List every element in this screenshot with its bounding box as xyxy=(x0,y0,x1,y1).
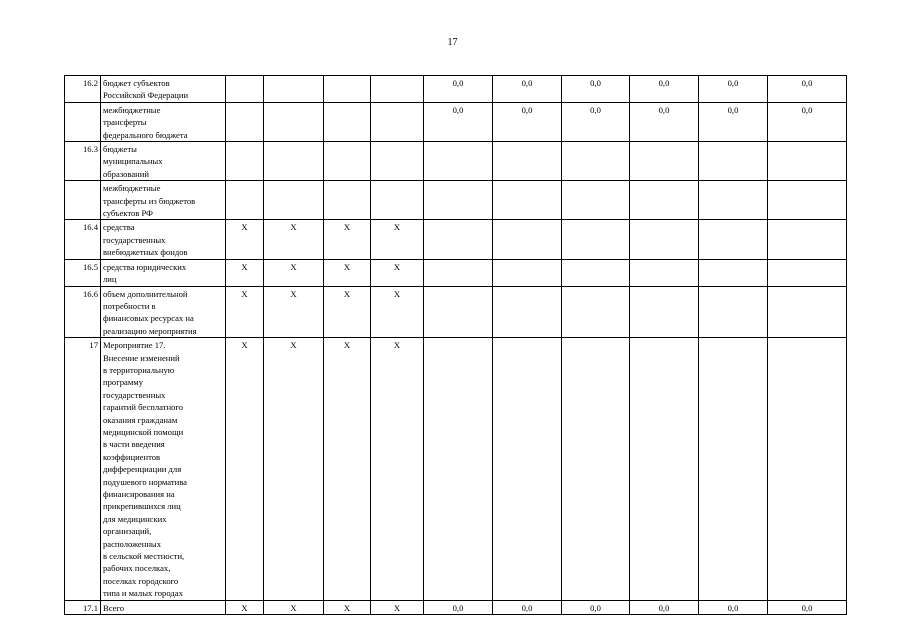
table-cell xyxy=(699,259,768,286)
table-cell: 0,0 xyxy=(562,600,630,614)
table-cell: 0,0 xyxy=(768,102,847,141)
table-cell xyxy=(630,220,699,259)
table-cell xyxy=(371,181,424,220)
table-cell xyxy=(226,76,264,103)
table-cell xyxy=(493,142,562,181)
table-cell xyxy=(630,181,699,220)
table-cell xyxy=(630,286,699,338)
table-row xyxy=(65,76,847,103)
row-name: бюджеты муниципальных образований xyxy=(101,142,226,181)
table-cell: X xyxy=(264,259,324,286)
table-cell xyxy=(264,76,324,103)
row-number: 16.4 xyxy=(65,220,101,259)
table-cell xyxy=(768,338,847,601)
table-cell xyxy=(324,76,371,103)
table-row xyxy=(65,142,847,181)
table-cell xyxy=(699,220,768,259)
table-cell xyxy=(562,181,630,220)
table-cell xyxy=(226,181,264,220)
table-cell xyxy=(768,142,847,181)
table-cell xyxy=(324,142,371,181)
table-row xyxy=(65,259,847,286)
table-cell: 0,0 xyxy=(768,600,847,614)
table-cell xyxy=(562,142,630,181)
table-cell xyxy=(324,102,371,141)
table-cell: 0,0 xyxy=(768,76,847,103)
table-cell xyxy=(630,259,699,286)
table-cell: X xyxy=(371,220,424,259)
table-cell xyxy=(493,286,562,338)
table-cell xyxy=(264,142,324,181)
table-cell xyxy=(424,220,493,259)
table-cell xyxy=(493,220,562,259)
table-cell: X xyxy=(371,600,424,614)
table-cell xyxy=(630,338,699,601)
table-cell: 0,0 xyxy=(493,76,562,103)
table-cell xyxy=(226,102,264,141)
table-cell: 0,0 xyxy=(630,102,699,141)
table-cell xyxy=(699,181,768,220)
table-cell: 0,0 xyxy=(699,76,768,103)
table-row xyxy=(65,286,847,338)
row-number: 16.5 xyxy=(65,259,101,286)
table-cell xyxy=(424,338,493,601)
row-name: бюджет субъектов Российской Федерации xyxy=(101,76,226,103)
table-cell xyxy=(424,181,493,220)
table-cell xyxy=(424,259,493,286)
table-cell xyxy=(264,181,324,220)
table-cell: X xyxy=(371,286,424,338)
table-cell xyxy=(226,142,264,181)
table-cell xyxy=(493,338,562,601)
table-cell xyxy=(264,102,324,141)
row-name: Всего xyxy=(101,600,226,614)
row-name: межбюджетные трансферты из бюджетов субъектов РФ xyxy=(101,181,226,220)
table-cell: 0,0 xyxy=(493,600,562,614)
table-cell xyxy=(562,338,630,601)
table-cell: 0,0 xyxy=(424,76,493,103)
table-cell xyxy=(371,76,424,103)
table-row xyxy=(65,600,847,614)
table-body xyxy=(65,76,847,615)
financing-table xyxy=(64,75,847,615)
table-cell: 0,0 xyxy=(630,600,699,614)
table-cell: X xyxy=(226,338,264,601)
table-cell: X xyxy=(324,338,371,601)
table-cell xyxy=(768,181,847,220)
table-cell: X xyxy=(324,600,371,614)
table-cell: X xyxy=(226,259,264,286)
table-cell xyxy=(562,286,630,338)
table-row xyxy=(65,102,847,141)
row-name: средства юридических лиц xyxy=(101,259,226,286)
table-cell xyxy=(768,259,847,286)
table-cell: X xyxy=(324,286,371,338)
row-name: средства государственных внебюджетных фондов xyxy=(101,220,226,259)
page-number: 17 xyxy=(447,37,458,48)
table-cell xyxy=(324,181,371,220)
table-cell xyxy=(699,286,768,338)
table-cell xyxy=(699,338,768,601)
table-cell: X xyxy=(371,259,424,286)
table-cell xyxy=(424,286,493,338)
row-name: Мероприятие 17. Внесение изменений в территориальную программу государственных гарантий бесплатного оказания гражданам медицинской помощи в части введения коэффициентов дифференциации для подушевого норматива финансирования на прикрепившихся лиц для медицинских организаций, расположенных в сельской местности, рабочих поселках, поселках городского типа и малых городах xyxy=(101,338,226,601)
table-cell: X xyxy=(324,259,371,286)
table-cell xyxy=(371,102,424,141)
table-cell: X xyxy=(264,220,324,259)
table-cell: 0,0 xyxy=(424,102,493,141)
table-cell xyxy=(630,142,699,181)
table-cell xyxy=(768,220,847,259)
table-row xyxy=(65,220,847,259)
table-cell: X xyxy=(226,220,264,259)
table-row xyxy=(65,338,847,601)
row-number xyxy=(65,181,101,220)
table-cell xyxy=(699,142,768,181)
table-cell: 0,0 xyxy=(493,102,562,141)
table-cell: 0,0 xyxy=(424,600,493,614)
row-name: объем дополнительной потребности в финансовых ресурсах на реализацию мероприятия xyxy=(101,286,226,338)
table-cell: X xyxy=(324,220,371,259)
table-cell: 0,0 xyxy=(562,76,630,103)
row-number: 17 xyxy=(65,338,101,601)
row-number: 16.2 xyxy=(65,76,101,103)
row-number: 17.1 xyxy=(65,600,101,614)
table-cell: X xyxy=(226,600,264,614)
table-cell: 0,0 xyxy=(699,600,768,614)
table-cell: 0,0 xyxy=(699,102,768,141)
table-cell: X xyxy=(371,338,424,601)
row-number xyxy=(65,102,101,141)
table-cell xyxy=(493,259,562,286)
row-name: межбюджетные трансферты федерального бюджета xyxy=(101,102,226,141)
table-cell xyxy=(371,142,424,181)
row-number: 16.6 xyxy=(65,286,101,338)
table-cell: 0,0 xyxy=(630,76,699,103)
table-row xyxy=(65,181,847,220)
table-cell: X xyxy=(264,600,324,614)
table-cell xyxy=(562,259,630,286)
table-cell xyxy=(424,142,493,181)
table-cell xyxy=(562,220,630,259)
table-cell: X xyxy=(264,338,324,601)
table-cell xyxy=(768,286,847,338)
table-cell: 0,0 xyxy=(562,102,630,141)
table-cell xyxy=(493,181,562,220)
table-cell: X xyxy=(264,286,324,338)
table-cell: X xyxy=(226,286,264,338)
row-number: 16.3 xyxy=(65,142,101,181)
